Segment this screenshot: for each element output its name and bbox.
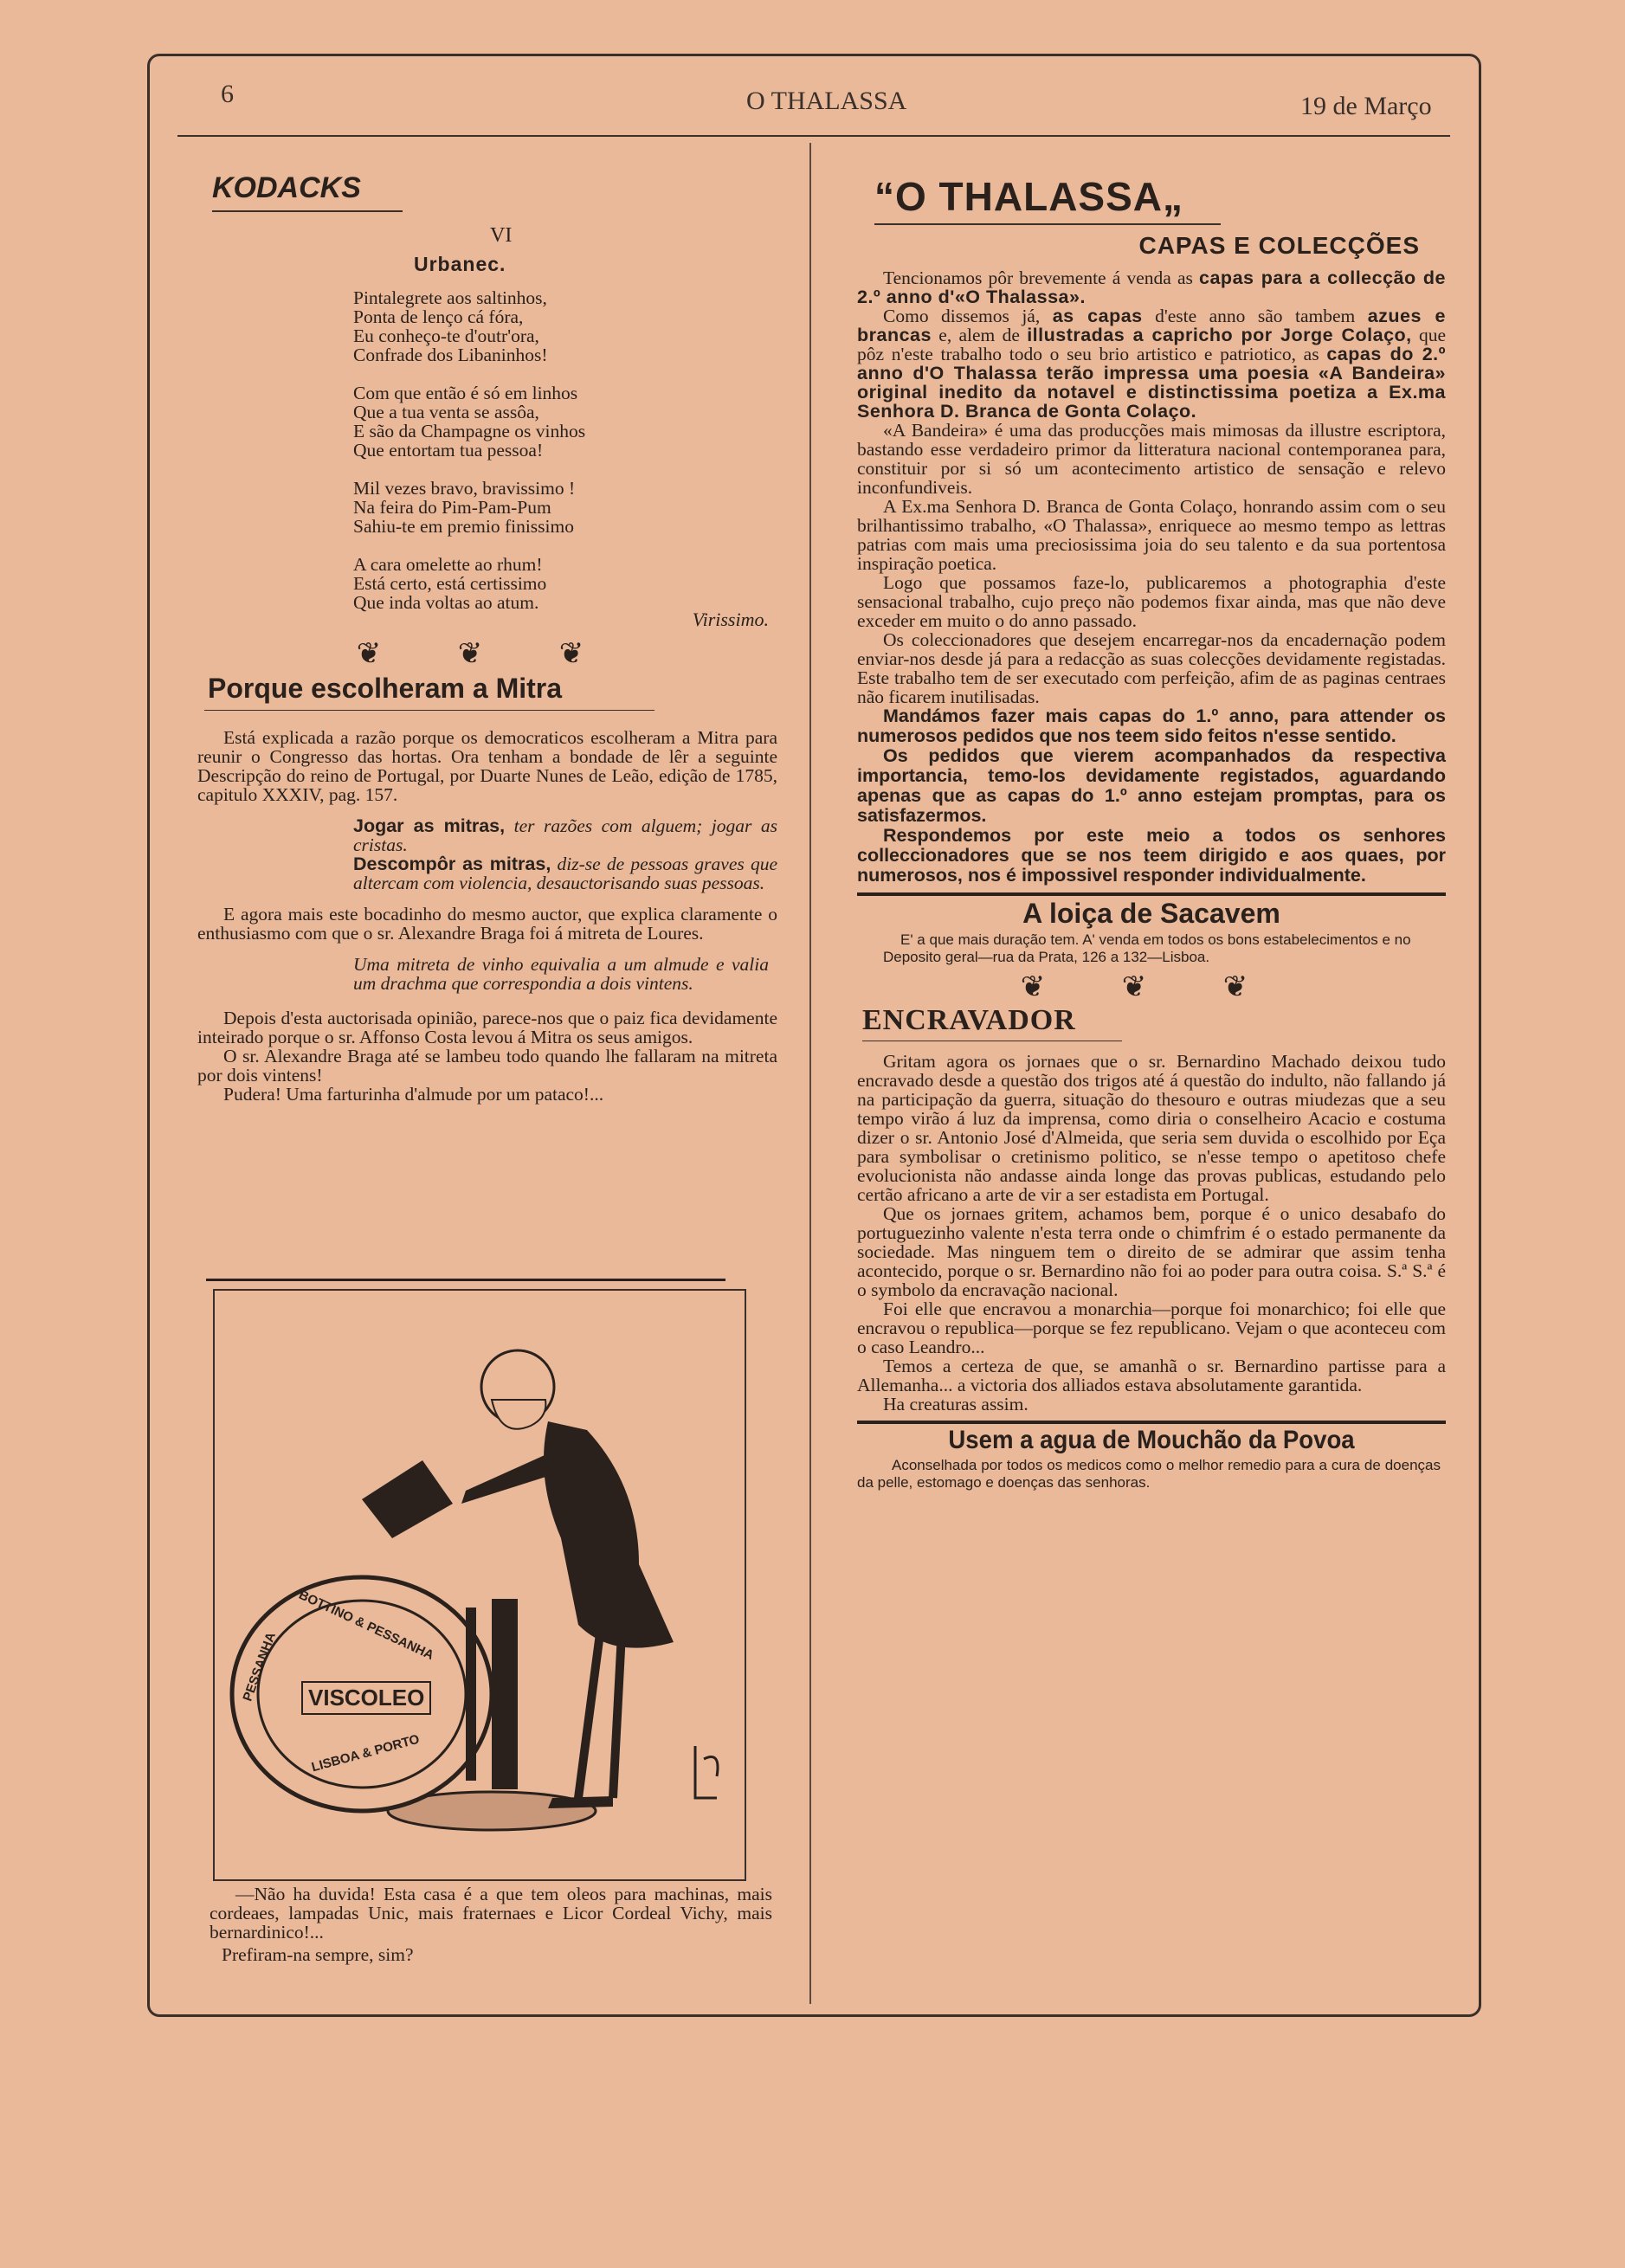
fleuron-ornament: ❦ ❦ ❦ xyxy=(1020,971,1283,1003)
verse-line: A cara omelette ao rhum! xyxy=(353,554,543,575)
encravador-paragraph: Foi elle que encravou a monarchia—porque foi monarchico; foi elle que encravou o republica—porque se fez republicano. Vejam o que aconteceu com o caso Leandro... xyxy=(857,1298,1446,1357)
quote-term: Jogar as mitras, xyxy=(353,815,506,836)
barrel-band xyxy=(466,1608,476,1781)
mitra-paragraph: Depois d'esta auctorisada opinião, parece-nos que o paiz fica devidamente inteirado porque o sr. Affonso Costa levou á Mitra os seus amigos. xyxy=(197,1008,777,1047)
man-shoe xyxy=(548,1796,613,1808)
text-run-bold: illustradas a capricho por Jorge Colaço, xyxy=(1027,325,1412,345)
mitra-paragraph: E agora mais este bocadinho do mesmo auctor, que explica claramente o enthusiasmo com que o sr. Alexandre Braga foi á mitreta de Loures. xyxy=(197,904,777,944)
verse-line: Com que então é só em linhos xyxy=(353,383,578,403)
verse-line: Que inda voltas ao atum. xyxy=(353,592,539,613)
viscoleo-advertisement xyxy=(206,1279,772,1943)
sacavem-text: E' a que mais duração tem. A' venda em todos os bons estabelecimentos e no Deposito geral—rua da Prata, 126 a 132—Lisboa. xyxy=(883,931,1411,965)
text-run: e, alem de xyxy=(931,325,1028,345)
mitra-paragraph: Está explicada a razão porque os democraticos escolheram a Mitra para reunir o Congresso das hortas. Ora tenham a bondade de lêr a seguinte Descripção do reino de Portugal, por Duarte Nunes de Leão, edição de 1785, capitulo XXXIV, pag. 157. xyxy=(197,727,777,805)
capas-paragraph: Os coleccionadores que desejem encarregar-nos da encadernação podem enviar-nos desde já para a redacção as suas colecções devidamente registadas. Este trabalho tem de ser executado com perfeição, afim de as paginas centraes não ficarem inutilisadas. xyxy=(857,629,1446,707)
poem-subtitle: Urbanec. xyxy=(414,253,506,275)
text-run-bold: as capas xyxy=(1052,306,1143,326)
left-column xyxy=(197,164,777,1104)
text-run: d'este anno são tambem xyxy=(1142,306,1368,326)
stanza xyxy=(353,479,777,536)
thalassa-rule xyxy=(874,223,1221,225)
thalassa-title: “O THALASSA„ xyxy=(874,174,1183,219)
encravador-paragraph: Temos a certeza de que, se amanhã o sr. Bernardino partisse para a Allemanha... a victoria dos alliados estava absolutamente garantida. xyxy=(857,1356,1446,1395)
verse-line: Que a tua venta se assôa, xyxy=(353,402,539,422)
encravador-paragraph: Gritam agora os jornaes que o sr. Bernardino Machado deixou tudo encravado desde a questão dos trigos até á questão do indulto, não fallando já na participação da guerra, situação do thesouro e outras miudezas que a seu tempo virão á luz da imprensa, como diria o conselheiro Acacio e costuma dizer o sr. Antonio José d'Almeida, que seria sem duvida o escolhido por Eça para symbolisar o cretinismo politico, se n'esse tempo o apetitoso chefe evolucionista não andasse ainda longe das provas publicas, estudando pelo certão africano a arte de vir a ser estadista em Portugal. xyxy=(857,1051,1446,1205)
top-hat-icon xyxy=(362,1460,453,1538)
text-run: Tencionamos pôr brevemente á venda as xyxy=(883,267,1200,288)
stanza xyxy=(353,555,777,612)
barrel-left-text: PESSANHA xyxy=(240,1630,279,1704)
mouchao-title: Usem a agua de Mouchão da Povoa xyxy=(948,1426,1355,1454)
capas-paragraph xyxy=(857,268,1446,306)
page-number: 6 xyxy=(221,80,234,108)
kodacks-title: KODACKS xyxy=(212,171,361,204)
ad-caption-2: Prefiram-na sempre, sim? xyxy=(222,1944,414,1965)
poem xyxy=(353,288,777,612)
text-run-bold: capas do 2.º anno d'O Thalassa terão impressa uma poesia «A Bandeira» original inedito da notavel e distinctissima poetiza a Ex.ma Senhora D. Branca de Gonta Colaço. xyxy=(857,344,1446,422)
capas-paragraph: «A Bandeira» é uma das producções mais mimosas da illustre escriptora, bastando esse verdadeiro primor da litteratura nacional contemporanea para, constituir por si só um acontecimento artistico de sensação e relevo inconfundiveis. xyxy=(857,420,1446,498)
encravador-paragraph: Que os jornaes gritem, achamos bem, porque é o unico desabafo do portuguezinho valente n'esta terra onde o chimfrim é o estado permanente da sociedade. Mas ninguem tem o direito de se admirar que assim tenha acontecido, porque o sr. Bernardino não foi ao poder para outra coisa. S.ª S.ª é o symbolo da encravação nacional. xyxy=(857,1203,1446,1300)
column-separator xyxy=(809,143,811,2004)
barrel-bottom-text: LISBOA & PORTO xyxy=(309,1731,422,1775)
mitra-title: Porque escolheram a Mitra xyxy=(208,673,563,704)
mitra-rule xyxy=(204,710,655,711)
header-rule xyxy=(177,135,1450,137)
man-arm xyxy=(461,1452,557,1504)
verse-line: Pintalegrete aos saltinhos, xyxy=(353,287,547,308)
mitra-paragraph: Pudera! Uma farturinha d'almude por um pataco!... xyxy=(223,1084,604,1105)
illustration xyxy=(206,1279,751,1885)
quote-term: Descompôr as mitras, xyxy=(353,854,551,874)
mitra-paragraph: O sr. Alexandre Braga até se lambeu todo quando lhe fallaram na mitreta por dois vintens! xyxy=(197,1046,777,1086)
fleuron-ornament: ❦ ❦ ❦ xyxy=(356,638,619,670)
poem-number: VI xyxy=(490,224,513,247)
mouchao-text: Aconselhada por todos os medicos como o melhor remedio para a cura de doenças da pelle, estomago e doenças das senhoras. xyxy=(857,1457,1441,1491)
encravador-paragraph: Ha creaturas assim. xyxy=(883,1394,1029,1414)
poem-signature: Virissimo. xyxy=(692,609,769,630)
barrel-band xyxy=(492,1599,518,1789)
newspaper-title: O THALASSA xyxy=(746,87,907,115)
verse-line: Que entortam tua pessoa! xyxy=(353,440,544,461)
right-column xyxy=(857,164,1446,1492)
man-leg xyxy=(613,1633,622,1798)
encravador-title: ENCRAVADOR xyxy=(862,1004,1076,1036)
verse-line: E são da Champagne os vinhos xyxy=(353,421,586,441)
man-leg xyxy=(578,1633,600,1798)
man-coat xyxy=(544,1421,674,1648)
verse-line: Sahiu-te em premio finissimo xyxy=(353,516,574,537)
mitra-quote xyxy=(353,816,777,854)
capas-paragraph: Logo que possamos faze-lo, publicaremos a photographia d'este sensacional trabalho, cujo preço não podemos fixar ainda, mas que não deve exceder em muito o do anno passado. xyxy=(857,572,1446,631)
quote-definition: ter razões com alguem; jogar as cristas. xyxy=(353,815,777,855)
verse-line: Eu conheço-te d'outr'ora, xyxy=(353,325,539,346)
quote-definition: diz-se de pessoas graves que altercam com violencia, desauctorisando suas pessoas. xyxy=(353,854,777,893)
stanza xyxy=(353,383,777,460)
verse-line: Na feira do Pim-Pam-Pum xyxy=(353,497,551,518)
man-beard xyxy=(492,1400,545,1429)
text-run: que pôz n'este trabalho todo o seu brio artistico e patriotico, as xyxy=(857,325,1447,364)
capas-paragraph-bold: Os pedidos que vierem acompanhados da respectiva importancia, temo-los devidamente registados, aguardando apenas que as capas do 1.º anno estejam promptas, para os satisfazermos. xyxy=(857,745,1446,826)
verse-line: Confrade dos Libaninhos! xyxy=(353,345,548,365)
issue-date: 19 de Março xyxy=(1300,92,1432,120)
verse-line: Mil vezes bravo, bravissimo ! xyxy=(353,478,576,499)
text-run: Como dissemos já, xyxy=(883,306,1053,326)
verse-line: Está certo, está certissimo xyxy=(353,573,547,594)
barrel-brand-text: VISCOLEO xyxy=(301,1681,431,1715)
capas-paragraph-bold: Respondemos por este meio a todos os senhores colleccionadores que se nos teem dirigido e aos quaes, por numerosos, nos é impossivel responder individualmente. xyxy=(857,825,1446,886)
sacavem-title: A loiça de Sacavem xyxy=(1022,898,1280,929)
section-rule xyxy=(857,1421,1446,1424)
section-rule xyxy=(857,892,1446,896)
ad-caption: —Não ha duvida! Esta casa é a que tem oleos para machinas, mais cordeaes, lampadas Unic, mais fraternaes e Licor Cordeal Vichy, mais bernardinico!... xyxy=(210,1884,772,1943)
stanza xyxy=(353,288,777,364)
mitra-quote: Uma mitreta de vinho equivalia a um almude e valia um drachma que correspondia a dois vintens. xyxy=(353,954,769,994)
artist-monogram xyxy=(695,1746,718,1798)
barrel-top-text: BOTTINO & PESSANHA xyxy=(296,1587,436,1664)
capas-paragraph-bold: Mandámos fazer mais capas do 1.º anno, para attender os numerosos pedidos que nos teem sido feitos n'esse sentido. xyxy=(857,706,1446,746)
kodacks-rule xyxy=(212,210,403,212)
capas-paragraph xyxy=(857,306,1446,421)
text-run-bold: capas para a collecção de 2.º anno d'«O Thalassa». xyxy=(857,267,1446,307)
text-run-bold: azues e brancas xyxy=(857,306,1446,345)
capas-subtitle: CAPAS E COLECÇÕES xyxy=(1138,232,1420,259)
verse-line: Ponta de lenço cá fóra, xyxy=(353,306,524,327)
mitra-quote xyxy=(353,854,777,892)
capas-paragraph: A Ex.ma Senhora D. Branca de Gonta Colaço, honrando assim com o seu brilhantissimo trabalho, «O Thalassa», enriquece ao mesmo tempo as lettras patrias com mais uma preciosissima joia do seu talento e da sua portentosa inspiração poetica. xyxy=(857,496,1446,574)
